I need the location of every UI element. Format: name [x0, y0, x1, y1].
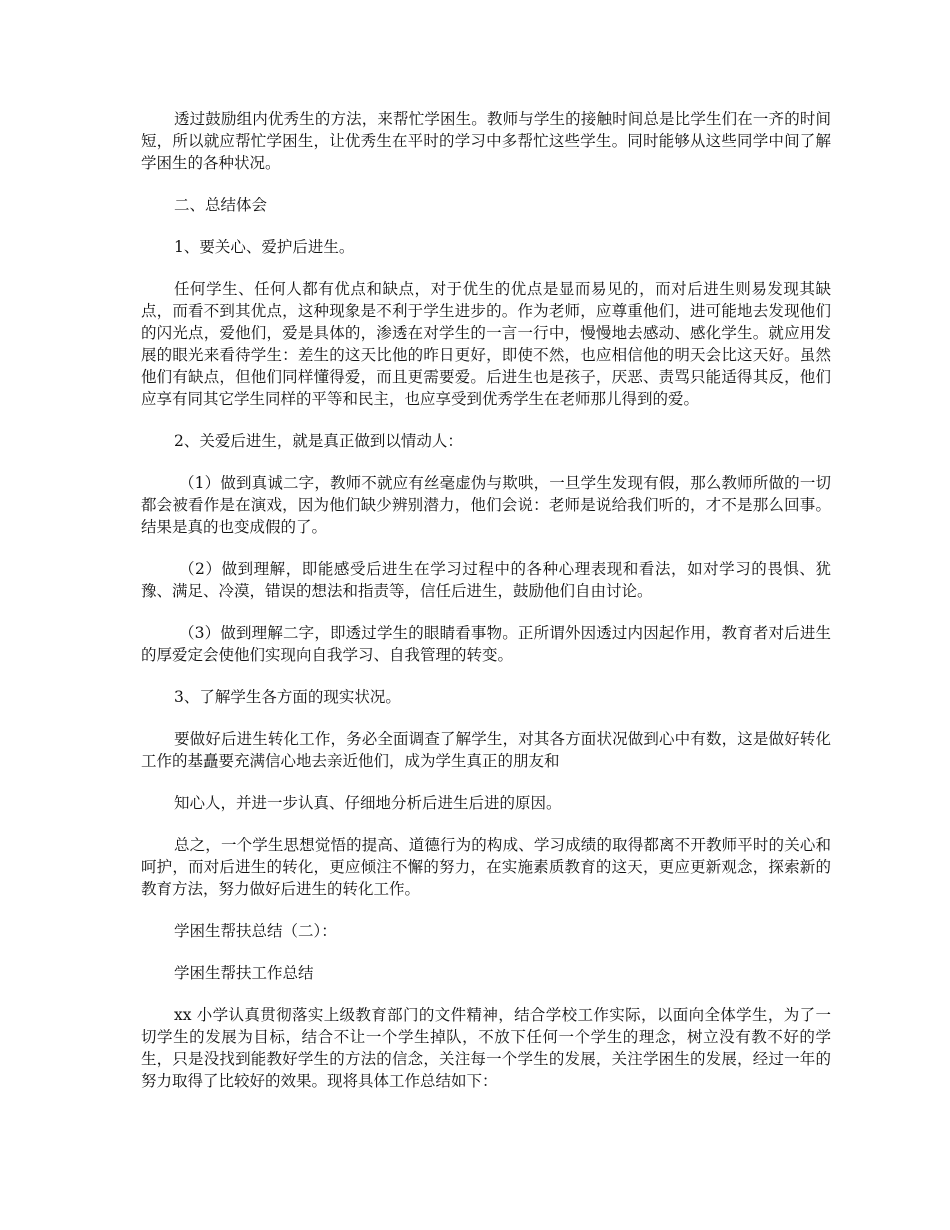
document-body	[141, 108, 831, 1092]
paragraph-strengths-and-weaknesses: 任何学生、任何人都有优点和缺点，对于优生的优点是显而易见的，而对后进生则易发现其缺点，而看不到其优点，这种现象是不利于学生进步的。作为老师，应尊重他们，进可能地去发现他们的闪光点，爱他们，爱是具体的，渗透在对学生的一言一行中，慢慢地去感动、感化学生。就应用发展的眼光来看待学生：差生的这天比他的昨日更好，即使不然，也应相信他的明天会比这天好。虽然他们有缺点，但他们同样懂得爱，而且更需要爱。后进生也是孩子，厌恶、责骂只能适得其反，他们应享有同其它学生同样的平等和民主，也应享受到优秀学生在老师那儿得到的爱。	[141, 280, 831, 408]
subheading-move-with-emotion: 2、关爱后进生，就是真正做到以情动人：	[174, 432, 463, 450]
section-heading-summary: 二、总结体会	[174, 196, 268, 214]
paragraph-point-perspective: （3）做到理解二字，即透过学生的眼睛看事物。正所谓外因透过内因起作用，教育者对后进生的厚爱定会使他们实现向自我学习、自我管理的转变。	[141, 624, 831, 664]
paragraph-conclusion: 总之，一个学生思想觉悟的提高、道德行为的构成、学习成绩的取得都离不开教师平时的关心和呵护，而对后进生的转化，更应倾注不懈的努力，在实施素质教育的这天，更应更新观念，探索新的教育方法，努力做好后进生的转化工作。	[141, 836, 831, 898]
paragraph-point-understanding: （2）做到理解，即能感受后进生在学习过程中的各种心理表现和看法，如对学习的畏惧、犹豫、满足、冷漠，错误的想法和指责等，信任后进生，鼓励他们自由讨论。	[141, 560, 831, 600]
subheading-care-for-students: 1、要关心、爱护后进生。	[174, 238, 355, 256]
paragraph-help-struggling-students: 透过鼓励组内优秀生的方法，来帮忙学困生。教师与学生的接触时间总是比学生们在一齐的时间短，所以就应帮忙学困生，让优秀生在平时的学习中多帮忙这些学生。同时能够从这些同学中间了解学困生的各种状况。	[141, 110, 831, 172]
paragraph-confidant: 知心人，并进一步认真、仔细地分析后进生后进的原因。	[174, 794, 562, 812]
paragraph-point-sincerity: （1）做到真诚二字，教师不就应有丝毫虚伪与欺哄，一旦学生发现有假，那么教师所做的一切都会被看作是在演戏，因为他们缺少辨别潜力，他们会说：老师是说给我们听的，才不是那么回事。结果是真的也变成假的了。	[141, 474, 831, 536]
paragraph-investigate-students: 要做好后进生转化工作，务必全面调查了解学生，对其各方面状况做到心中有数，这是做好转化工作的基矗要充满信心地去亲近他们，成为学生真正的朋友和	[141, 730, 831, 770]
paragraph-school-introduction: xx 小学认真贯彻落实上级教育部门的文件精神，结合学校工作实际，以面向全体学生，为了一切学生的发展为目标，结合不让一个学生掉队，不放下任何一个学生的理念，树立没有教不好的学生，只是没找到能教好学生的方法的信念，关注每一个学生的发展，关注学困生的发展，经过一年的努力取得了比较好的效果。现将具体工作总结如下：	[141, 1006, 831, 1090]
heading-work-summary: 学困生帮扶工作总结	[174, 964, 314, 982]
subheading-know-students: 3、了解学生各方面的现实状况。	[174, 688, 401, 706]
heading-summary-part-two: 学困生帮扶总结（二）：	[174, 922, 337, 940]
